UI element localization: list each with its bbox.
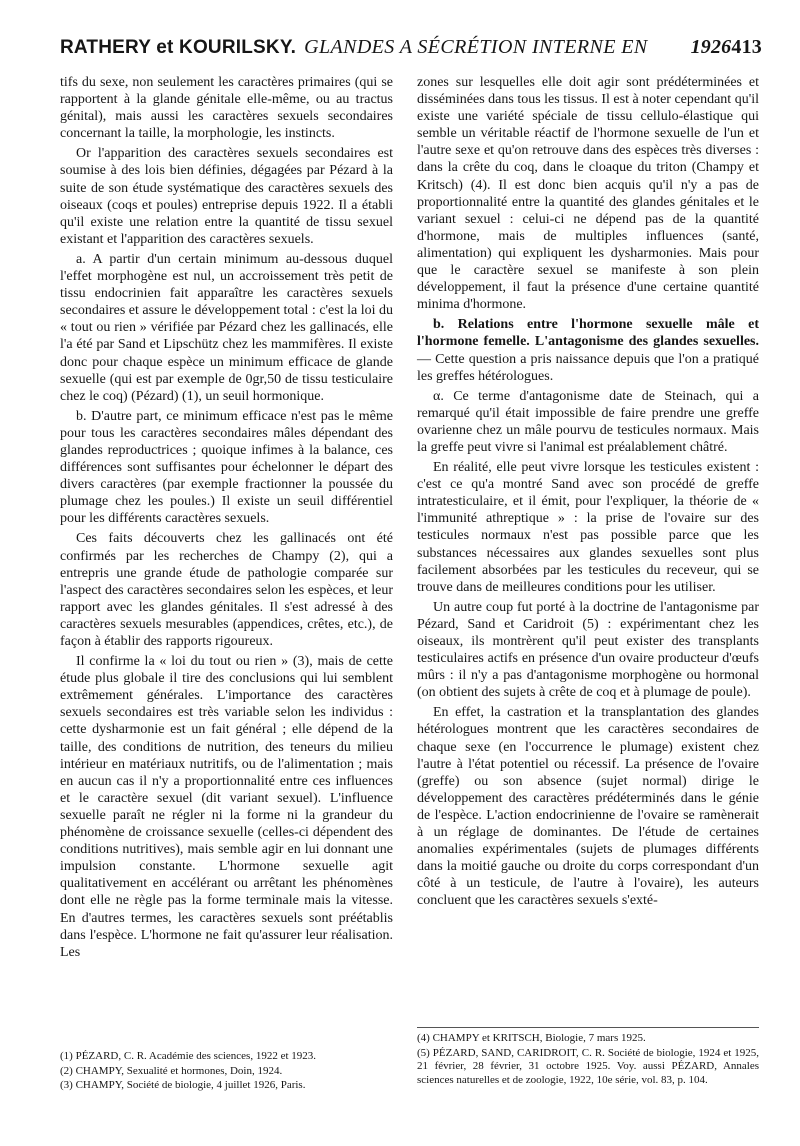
page-number: 413 <box>731 36 762 58</box>
footnote: (2) CHAMPY, Sexualité et hormones, Doin, 1924. <box>60 1064 283 1077</box>
paragraph: b. D'autre part, ce minimum efficace n'est pas le même pour tous les caractères secondaires mâles dépendant des glandes reproductrices ; quoique infimes à la balance, ces différences sont suffisantes pour échelonner le départ des divers caractères (par exemple fractionner la poussée du plumage chez les poules.) Il existe un seuil différentiel pour les différents caractères sexuels. <box>60 408 393 527</box>
footnote: (5) PÉZARD, SAND, CARIDROIT, C. R. Société de biologie, 1924 et 1925, 21 février, 28 février, 31 octobre 1925. Voy. aussi PÉZARD, Annales sciences naturelles et de zoologie, 1922, 10e série, vol. 83, p. 104. <box>417 1046 759 1086</box>
header-right <box>691 36 762 59</box>
header-authors: RATHERY et KOURILSKY. <box>60 37 297 58</box>
paragraph: En effet, la castration et la transplantation des glandes hétérologues montrent que les caractères secondaires de chaque sexe (en l'occurrence le plumage) existent chez l'autre à l'état potentiel ou récessif. La présence de l'ovaire (greffe) ou son absence (sujet normal) dirige le développement des caractères prédéterminés dans le génie de l'espèce. L'action endocrinienne de l'ovaire se ramènerait à un réglage de dominantes. De l'étude de certaines anomalies expérimentales (sujets de plumages différents dans la moitié gauche ou droite du corps correspondant d'un côté à un testicule, de l'autre à l'ovaire), les auteurs concluent que les caractères sexuels s'exté- <box>417 705 759 909</box>
paragraph: zones sur lesquelles elle doit agir sont prédéterminées et disséminées dans tous les tissus. Il est à noter cependant qu'il existe une variété spéciale de tissu cellulo-élastique qui semble un véritable réactif de l'hormone sexuelle de l'un et l'autre sexe et qu'on retrouve dans des espèces très diverses : dans la crête du coq, dans le cloaque du triton (Champy et Kritsch) (4). Il est donc bien acquis qu'il n'y a pas de proportionnalité entre la quantité des glandes génitales et le variant sexuel : celui-ci ne dépend pas de la quantité d'hormone, mais de multiples influences (santé, alimentation) qui expliquent les dysharmonies. Mais pour que le caractère sexuel se manifeste à son plein développement, il faut la présence d'une certaine quantité minima d'hormone. <box>417 75 759 313</box>
running-header <box>60 36 762 68</box>
left-column <box>60 74 393 961</box>
footnote: (1) PÉZARD, C. R. Académie des sciences, 1922 et 1923. <box>60 1050 317 1062</box>
right-column <box>417 74 759 910</box>
paragraph: α. Ce terme d'antagonisme date de Steinach, qui a remarqué qu'il était impossible de faire prendre une greffe ovarienne chez un mâle pourvu de testicules normaux. Mais la greffe peut vivre si l'animal est préalablement châtré. <box>417 388 759 455</box>
footnote: (4) CHAMPY et KRITSCH, Biologie, 7 mars 1925. <box>417 1032 646 1044</box>
footnote: (3) CHAMPY, Société de biologie, 4 juillet 1926, Paris. <box>60 1079 306 1092</box>
section-heading: b. Relations entre l'hormone sexuelle mâle et l'hormone femelle. L'antagonisme des glandes sexuelles. <box>417 317 759 350</box>
paragraph: En réalité, elle peut vivre lorsque les testicules existent : c'est ce qu'a montré Sand avec son procédé de greffe intratesticulaire, et il émit, pour l'expliquer, la théorie de « l'immunité athreptique » : la prise de l'ovaire sur des testicules normaux n'est pas possible parce que les substances nécessaires aux glandes sexuelles sont plus facilement absorbées par les testicules du receveur, qui se trouve dans de meilleures conditions pour les utiliser. <box>417 460 759 595</box>
section-text: — Cette question a pris naissance depuis que l'on a pratiqué les greffes hétérologues. <box>417 351 759 384</box>
footnotes-right <box>417 1027 759 1087</box>
paragraph: tifs du sexe, non seulement les caractères primaires (qui se rapportent à la glande génitale elle-même, ou au tractus génital), mais aussi les caractères sexuels secondaires concernant la taille, la morphologie, les instincts. <box>60 75 393 142</box>
paragraph: Il confirme la « loi du tout ou rien » (3), mais de cette étude plus globale il tire des conclusions qui lui semblent extrêmement générales. L'importance des caractères sexuels secondaires est très variable selon les individus : cette dysharmonie est un fait général ; elle dépend de la taille, des conditions de nutrition, des teneurs du milieu intérieur en matériaux nutritifs, ou de l'alimentation ; mais en aucun cas il n'y a proportionnalité entre ces influences et le caractère sexuel (dit variant sexuel). L'influence sexuelle paraît ne régler ni la forme ni la grandeur du phénomène de croissance sexuelle (celles-ci dépendent des conditions nutritives), mais semble agir en lui donnant une impulsion constante. L'hormone sexuelle agit qualitativement en accélérant ou arrêtant les phénomènes dont elle ne règle pas la forme terminale mais la vitesse. En d'autres termes, les caractères sexuels sont préétablis dans l'espèce. L'hormone ne fait qu'assurer leur réalisation. Les <box>60 654 393 960</box>
header-title: GLANDES A SÉCRÉTION INTERNE EN <box>304 36 648 58</box>
paragraph: a. A partir d'un certain minimum au-dessous duquel l'effet morphogène est nul, un accroissement très petit de tissu endocrinien fait apparaître les caractères sexuels secondaires et assure le développement total : c'est la loi du « tout ou rien » vérifiée par Pézard chez les gallinacés, elle l'a été par Sand et Lipschütz chez les mammifères. Il existe donc pour chaque espèce un minimum efficace de glande sexuelle (qui est par exemple de 0gr,50 de tissu testiculaire chez le coq) (Pézard) (1), un seuil hormonique. <box>60 251 393 404</box>
paragraph: Un autre coup fut porté à la doctrine de l'antagonisme par Pézard, Sand et Caridroit (5) : expérimentant chez les oiseaux, ils montrèrent qu'il peut exister des transplants testiculaires actifs en présence d'un ovaire producteur d'œufs mûrs : il n'y a pas d'antagonisme morphogène ou hormonal (on obtient des sujets à crête de coq et à plumage de poule). <box>417 599 759 701</box>
section-paragraph <box>417 316 759 384</box>
header-year: 1926 <box>690 36 732 58</box>
paragraph: Or l'apparition des caractères sexuels secondaires est soumise à des lois bien définies, dégagées par Pézard à la suite de son étude systématique des caractères sexuels des oiseaux (coqs et poules) entreprise depuis 1922. Il a établi qu'il existe une relation entre la quantité de tissu sexuel existant et l'apparition des caractères sexuels. <box>60 146 393 247</box>
footnotes-left <box>60 1050 393 1093</box>
header-left <box>60 36 648 59</box>
paragraph: Ces faits découverts chez les gallinacés ont été confirmés par les recherches de Champy (2), qui a entrepris une grande étude de pathologie comparée sur l'aspect des caractères secondaires selon les espèces, et leur rapport avec les glandes génitales. Il s'est adressé à des caractères sexuels mesurables (appendices, crêtes, etc.), de façon à établir des rapports rigoureux. <box>60 531 393 649</box>
